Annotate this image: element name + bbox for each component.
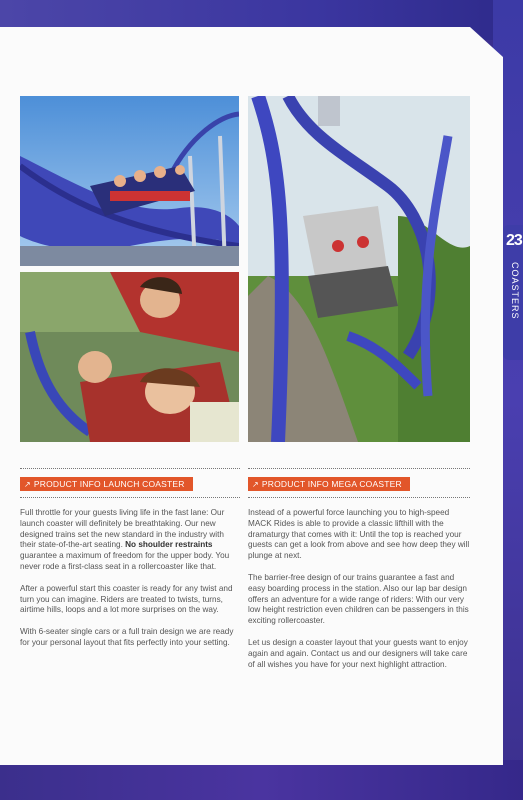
launch-coaster-photo <box>20 96 239 266</box>
mega-coaster-heading <box>248 477 410 491</box>
section-tab-label: COASTERS <box>510 262 520 320</box>
mega-paragraph-1: Instead of a powerful force launching you to high-speed MACK Rides is able to provide a classic lifthill with the dramaturgy that comes with it: Until the top is reached your guests can get a look from above and see how deep they will plunge at next. <box>248 508 470 561</box>
arrow-up-right-icon: ↗ <box>252 480 259 489</box>
mega-coaster-heading-text: PRODUCT INFO MEGA COASTER <box>261 479 402 489</box>
launch-p1-text-b: guarantee a maximum of freedom for the upper body. You never rode a first-class seat in a rollercoaster like that. <box>20 551 230 571</box>
dotted-rule <box>20 497 240 498</box>
bottom-border <box>0 760 523 800</box>
launch-coaster-heading-text: PRODUCT INFO LAUNCH COASTER <box>33 479 185 489</box>
launch-p1-bold: No shoulder restraints <box>125 540 213 550</box>
mega-paragraph-2: The barrier-free design of our trains guarantee a fast and easy boarding process in the station. Also our lap bar design offers an adventure for a wide range of riders: With our very low height restriction even children can be passengers in this exciting rollercoaster. <box>248 572 469 626</box>
launch-p1-text-a: Full throttle for your guests living life in the fast lane: Our launch coaster will definitely be breathtaking. Our new designed trains set the new standard in the industry with their state-of-the-art seating. <box>20 508 225 550</box>
launch-paragraph-1 <box>20 508 240 573</box>
riders-photo <box>20 272 239 442</box>
arrow-up-right-icon: ↗ <box>24 480 31 489</box>
launch-coaster-column <box>20 468 240 649</box>
dotted-rule <box>248 497 470 498</box>
launch-paragraph-2: After a powerful start this coaster is ready for any twist and turn you can imagine. Riders are treated to twists, turns, airtime hills, loops and a lot more surprises on the way. <box>20 583 233 615</box>
launch-coaster-heading <box>20 477 193 491</box>
launch-paragraph-3: With 6-seater single cars or a full train design we are ready for your personal layout that fits perfectly into your setting. <box>20 627 234 647</box>
mega-paragraph-3: Let us design a coaster layout that your guests want to enjoy again and again. Contact us and our designers will take care of all wishes you have for your next highlight attraction. <box>248 637 468 669</box>
mega-coaster-column <box>248 468 470 670</box>
page-number: 23 <box>506 232 522 249</box>
mega-coaster-photo <box>248 96 470 442</box>
